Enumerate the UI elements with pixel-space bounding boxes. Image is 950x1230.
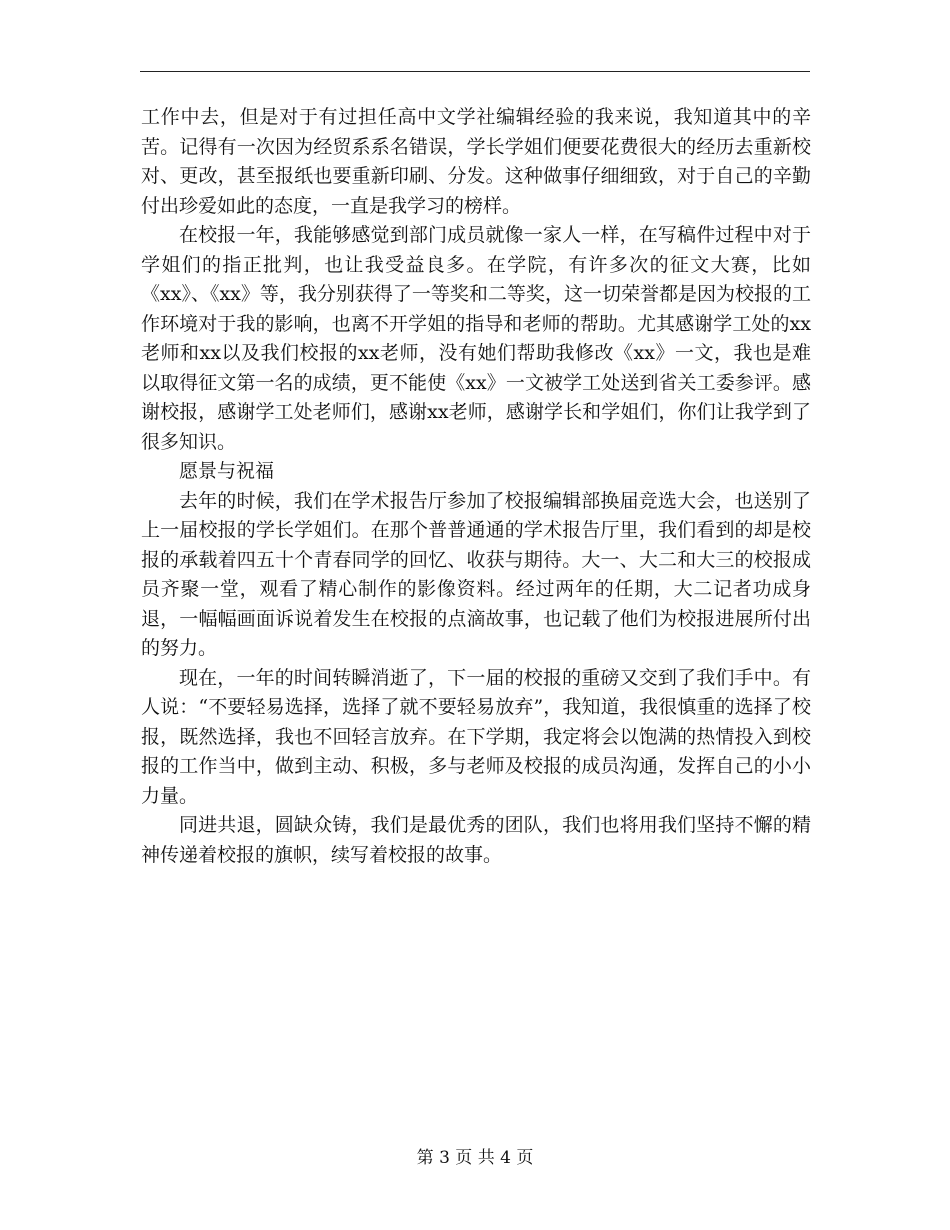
- header-rule: [140, 71, 810, 72]
- paragraph-closing: 同进共退，圆缺众铸，我们是最优秀的团队，我们也将用我们坚持不懈的精神传递着校报的旗帜，续写着校报的故事。: [141, 814, 811, 866]
- paragraph-now: 现在，一年的时间转瞬消逝了，下一届的校报的重磅又交到了我们手中。有人说：“不要轻易选择，选择了就不要轻易放弃”，我知道，我很慎重的选择了校报，既然选择，我也不回轻言放弃。在下学期，我定将会以饱满的热情投入到校报的工作当中，做到主动、积极，多与老师及校报的成员沟通，发挥自己的小小力量。: [141, 666, 811, 807]
- section-heading: 愿景与祝福: [179, 460, 275, 482]
- paragraph-continuation: 工作中去，但是对于有过担任高中文学社编辑经验的我来说，我知道其中的辛苦。记得有一次因为经贸系系名错误，学长学姐们便要花费很大的经历去重新校对、更改，甚至报纸也要重新印刷、分发。这种做事仔细细致，对于自己的辛勤付出珍爱如此的态度，一直是我学习的榜样。: [141, 106, 811, 217]
- paragraph-school-paper-year: 在校报一年，我能够感觉到部门成员就像一家人一样，在写稿件过程中对于学姐们的指正批判，也让我受益良多。在学院，有许多次的征文大赛，比如《xx》、《xx》等，我分别获得了一等奖和二等奖，这一切荣誉都是因为校报的工作环境对于我的影响，也离不开学姐的指导和老师的帮助。尤其感谢学工处的xx老师和xx以及我们校报的xx老师，没有她们帮助我修改《xx》一文，我也是难以取得征文第一名的成绩，更不能使《xx》一文被学工处送到省关工委参评。感谢校报，感谢学工处老师们，感谢xx老师，感谢学长和学姐们，你们让我学到了很多知识。: [141, 224, 811, 453]
- paragraph-last-year: 去年的时候，我们在学术报告厅参加了校报编辑部换届竞选大会，也送别了上一届校报的学长学姐们。在那个普普通通的学术报告厅里，我们看到的却是校报的承载着四五十个青春同学的回忆、收获与期待。大一、大二和大三的校报成员齐聚一堂，观看了精心制作的影像资料。经过两年的任期，大二记者功成身退，一幅幅画面诉说着发生在校报的点滴故事，也记载了他们为校报进展所付出的努力。: [141, 489, 811, 659]
- page-number: 第 3 页 共 4 页: [416, 1148, 534, 1168]
- document-body: [141, 103, 811, 870]
